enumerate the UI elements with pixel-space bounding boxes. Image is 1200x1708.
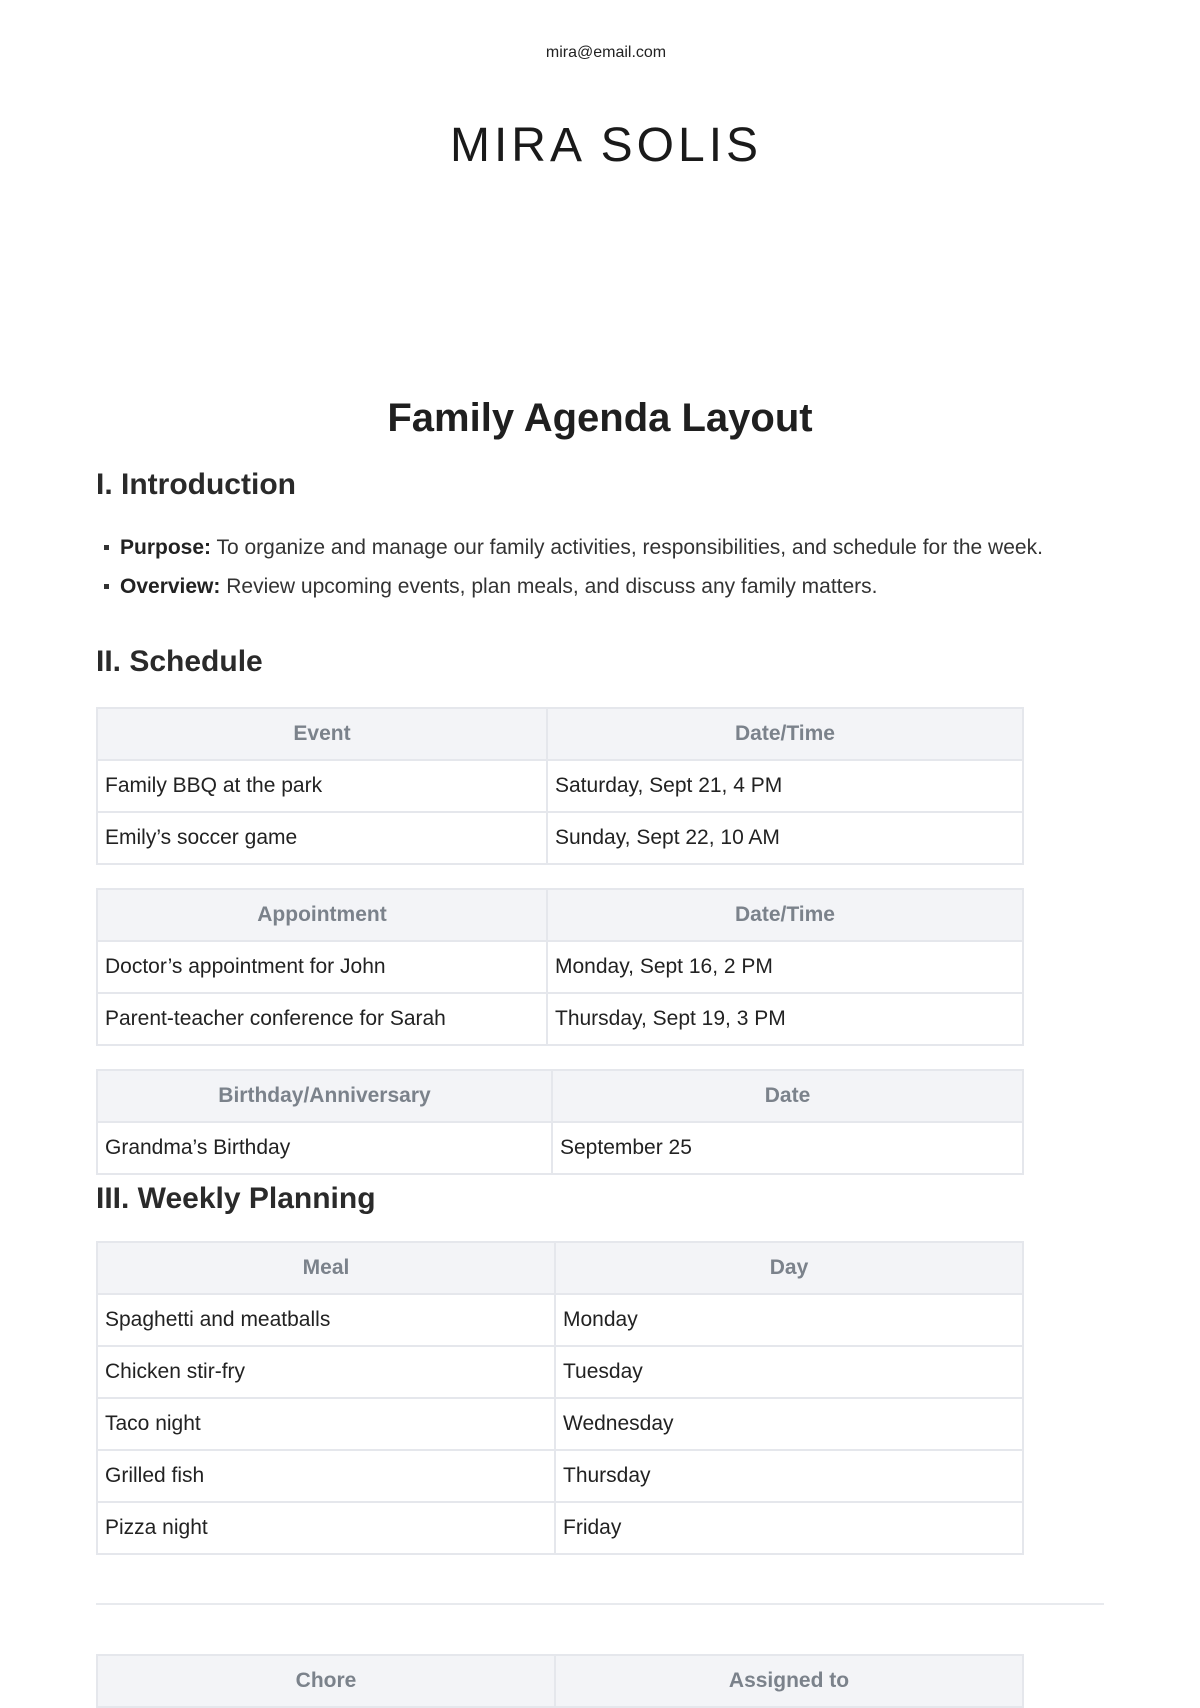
- column-header-day: Day: [555, 1242, 1023, 1294]
- column-header-chore: Chore: [97, 1655, 555, 1707]
- table-row: [97, 760, 1023, 812]
- table-row: [97, 1122, 1023, 1174]
- birthdays-table: [96, 1069, 1024, 1175]
- list-item: [96, 528, 1096, 567]
- item-label: Overview:: [120, 575, 221, 598]
- table-header-row: [97, 1070, 1023, 1122]
- table-cell: Grandma’s Birthday: [97, 1122, 552, 1174]
- section-heading-schedule: II. Schedule: [96, 645, 263, 678]
- table-cell: Doctor’s appointment for John: [97, 941, 547, 993]
- table-cell: Monday, Sept 16, 2 PM: [547, 941, 1023, 993]
- table-row: [97, 1398, 1023, 1450]
- table-cell: Wednesday: [555, 1398, 1023, 1450]
- table-header-row: [97, 708, 1023, 760]
- table-cell: Family BBQ at the park: [97, 760, 547, 812]
- table-header-row: [97, 1242, 1023, 1294]
- table-row: [97, 993, 1023, 1045]
- item-label: Purpose:: [120, 536, 212, 559]
- table-row: [97, 1450, 1023, 1502]
- table-cell: Sunday, Sept 22, 10 AM: [547, 812, 1023, 864]
- section-heading-weekly-planning: III. Weekly Planning: [96, 1182, 376, 1215]
- column-header-event: Event: [97, 708, 547, 760]
- chores-table: [96, 1654, 1024, 1708]
- column-header-datetime: Date/Time: [547, 708, 1023, 760]
- section-heading-introduction: I. Introduction: [96, 468, 296, 501]
- document-title: Family Agenda Layout: [387, 396, 813, 440]
- table-cell: Saturday, Sept 21, 4 PM: [547, 760, 1023, 812]
- table-cell: Tuesday: [555, 1346, 1023, 1398]
- table-header-row: [97, 1655, 1023, 1707]
- table-cell: Emily’s soccer game: [97, 812, 547, 864]
- column-header-assigned-to: Assigned to: [555, 1655, 1023, 1707]
- meals-table: [96, 1241, 1024, 1555]
- column-header-appointment: Appointment: [97, 889, 547, 941]
- table-row: [97, 1502, 1023, 1554]
- events-table: [96, 707, 1024, 865]
- item-text: To organize and manage our family activities, responsibilities, and schedule for the week.: [211, 536, 1043, 559]
- table-cell: Pizza night: [97, 1502, 555, 1554]
- table-row: [97, 1346, 1023, 1398]
- introduction-list: [96, 528, 1096, 606]
- section-divider: [96, 1603, 1104, 1605]
- header-email: mira@email.com: [545, 44, 667, 61]
- table-cell: Chicken stir-fry: [97, 1346, 555, 1398]
- item-text: Review upcoming events, plan meals, and discuss any family matters.: [220, 575, 878, 598]
- list-item: [96, 567, 1096, 606]
- bullet-icon: [104, 584, 109, 589]
- table-cell: Monday: [555, 1294, 1023, 1346]
- table-cell: Thursday: [555, 1450, 1023, 1502]
- bullet-icon: [104, 545, 109, 550]
- column-header-date: Date: [552, 1070, 1023, 1122]
- table-cell: September 25: [552, 1122, 1023, 1174]
- table-cell: Taco night: [97, 1398, 555, 1450]
- table-cell: Thursday, Sept 19, 3 PM: [547, 993, 1023, 1045]
- table-header-row: [97, 889, 1023, 941]
- appointments-table: [96, 888, 1024, 1046]
- column-header-birthday: Birthday/Anniversary: [97, 1070, 552, 1122]
- table-row: [97, 1294, 1023, 1346]
- header-name: MIRA SOLIS: [449, 119, 763, 172]
- table-cell: Grilled fish: [97, 1450, 555, 1502]
- column-header-datetime: Date/Time: [547, 889, 1023, 941]
- table-row: [97, 941, 1023, 993]
- table-row: [97, 812, 1023, 864]
- table-cell: Friday: [555, 1502, 1023, 1554]
- table-cell: Spaghetti and meatballs: [97, 1294, 555, 1346]
- table-cell: Parent-teacher conference for Sarah: [97, 993, 547, 1045]
- column-header-meal: Meal: [97, 1242, 555, 1294]
